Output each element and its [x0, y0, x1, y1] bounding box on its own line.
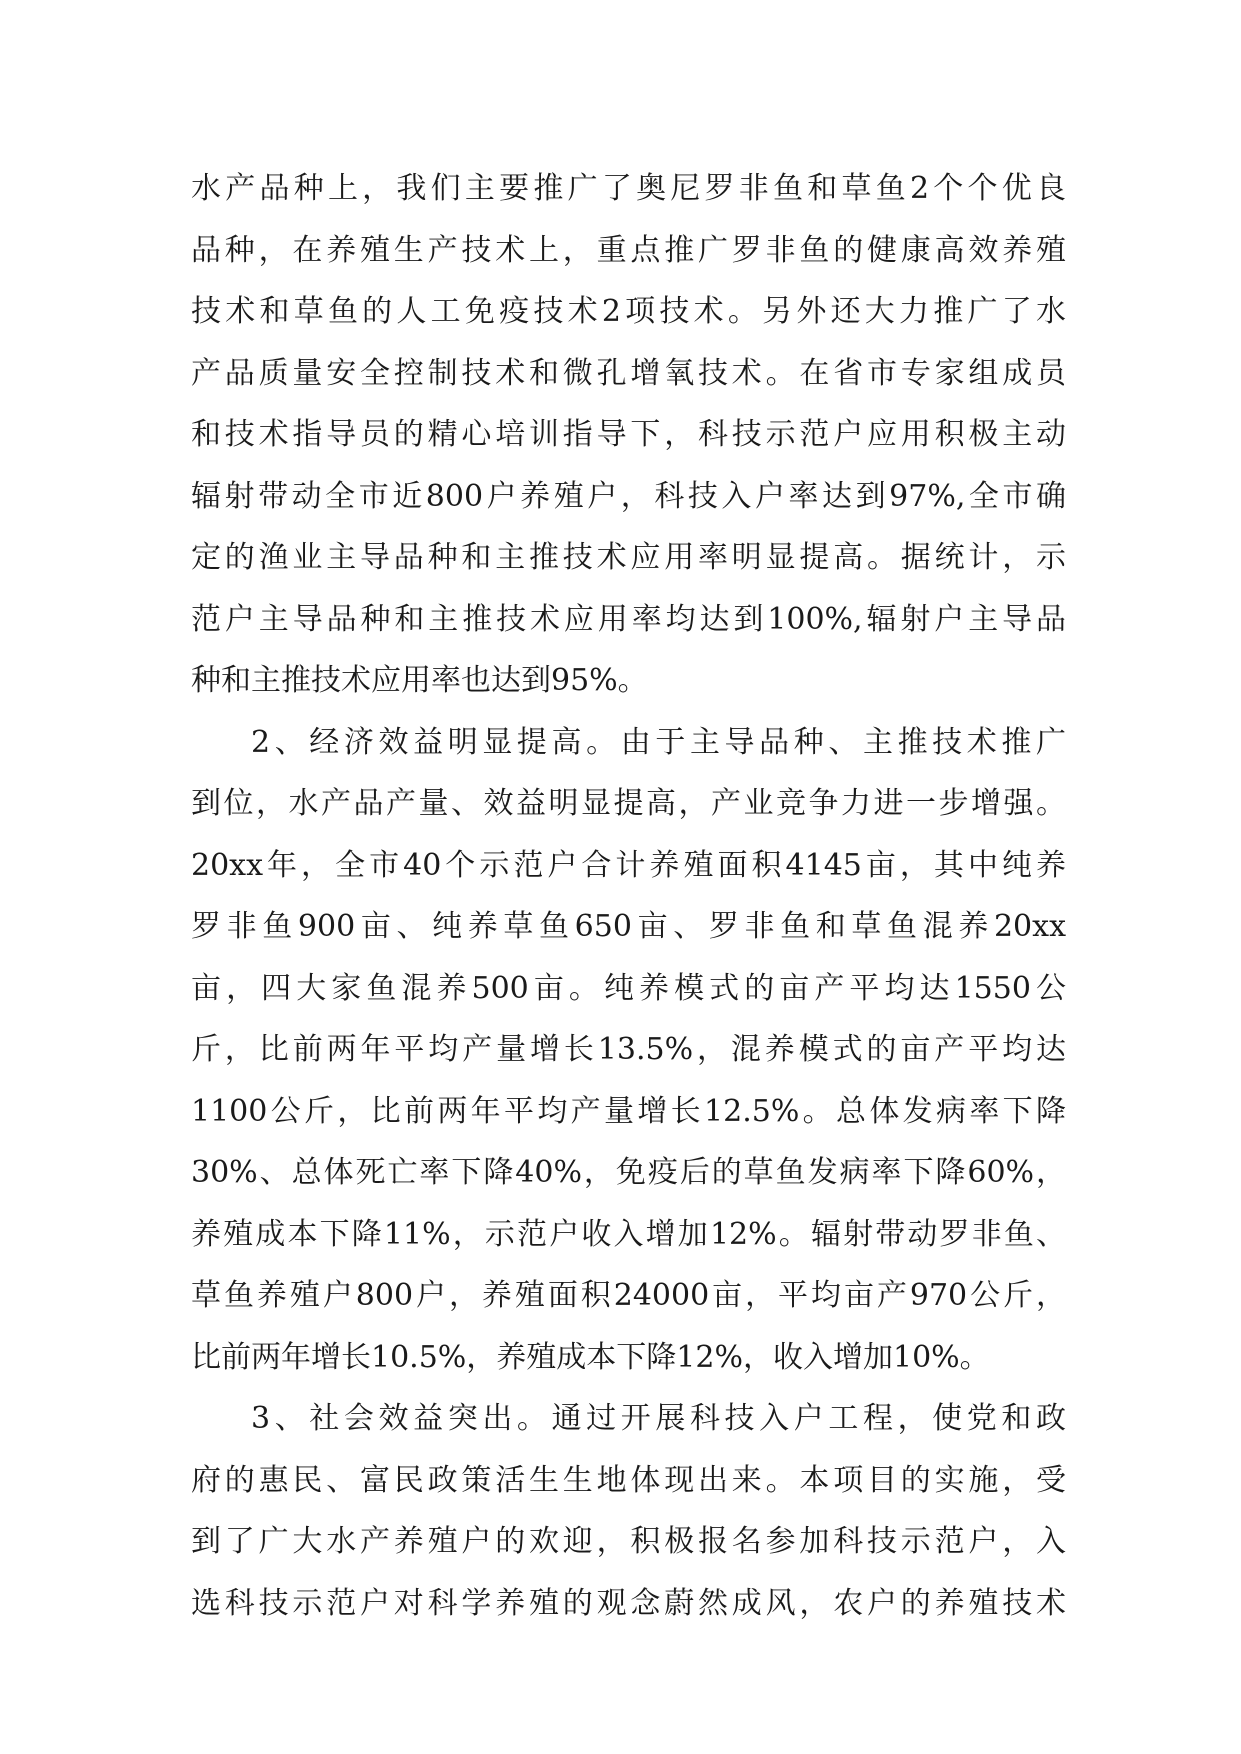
text-line: 到位，水产品产量、效益明显提高，产业竞争力进一步增强。: [191, 786, 1066, 821]
text-line: 技术和草鱼的人工免疫技术2项技术。另外还大力推广了水: [191, 294, 1066, 329]
text-line: 草鱼养殖户800户，养殖面积24000亩，平均亩产970公斤，: [191, 1278, 1066, 1313]
text-line: 水产品种上，我们主要推广了奥尼罗非鱼和草鱼2个个优良: [191, 171, 1066, 206]
text-line: 选科技示范户对科学养殖的观念蔚然成风，农户的养殖技术: [191, 1585, 1066, 1621]
text-line: 斤，比前两年平均产量增长13.5%，混养模式的亩产平均达: [191, 1032, 1066, 1067]
paragraph-start-line: 2、经济效益明显提高。由于主导品种、主推技术推广: [251, 724, 1066, 760]
paragraph-start-line: 3、社会效益突出。通过开展科技入户工程，使党和政: [251, 1401, 1066, 1436]
text-line: 定的渔业主导品种和主推技术应用率明显提高。据统计，示: [191, 540, 1066, 575]
body-text: [191, 158, 1066, 1634]
text-line: 和技术指导员的精心培训指导下，科技示范户应用积极主动: [191, 417, 1066, 452]
text-line: 罗非鱼900亩、纯养草鱼650亩、罗非鱼和草鱼混养20xx: [191, 909, 1066, 944]
text-line: 品种，在养殖生产技术上，重点推广罗非鱼的健康高效养殖: [191, 232, 1066, 268]
text-line: 养殖成本下降11%，示范户收入增加12%。辐射带动罗非鱼、: [191, 1216, 1066, 1252]
text-line: 到了广大水产养殖户的欢迎，积极报名参加科技示范户，入: [191, 1524, 1066, 1559]
text-line: 比前两年增长10.5%，养殖成本下降12%，收入增加10%。: [191, 1339, 990, 1375]
text-line: 亩，四大家鱼混养500亩。纯养模式的亩产平均达1550公: [191, 970, 1066, 1006]
text-line: 20xx年，全市40个示范户合计养殖面积4145亩，其中纯养: [191, 847, 1066, 883]
text-line: 1100公斤，比前两年平均产量增长12.5%。总体发病率下降: [191, 1093, 1066, 1129]
text-line: 种和主推技术应用率也达到95%。: [191, 663, 648, 698]
text-line: 30%、总体死亡率下降40%，免疫后的草鱼发病率下降60%，: [191, 1155, 1066, 1190]
text-line: 产品质量安全控制技术和微孔增氧技术。在省市专家组成员: [191, 355, 1066, 391]
text-line: 范户主导品种和主推技术应用率均达到100%,辐射户主导品: [191, 601, 1066, 637]
text-line: 辐射带动全市近800户养殖户，科技入户率达到97%,全市确: [191, 478, 1066, 514]
text-line: 府的惠民、富民政策活生生地体现出来。本项目的实施，受: [191, 1462, 1066, 1498]
